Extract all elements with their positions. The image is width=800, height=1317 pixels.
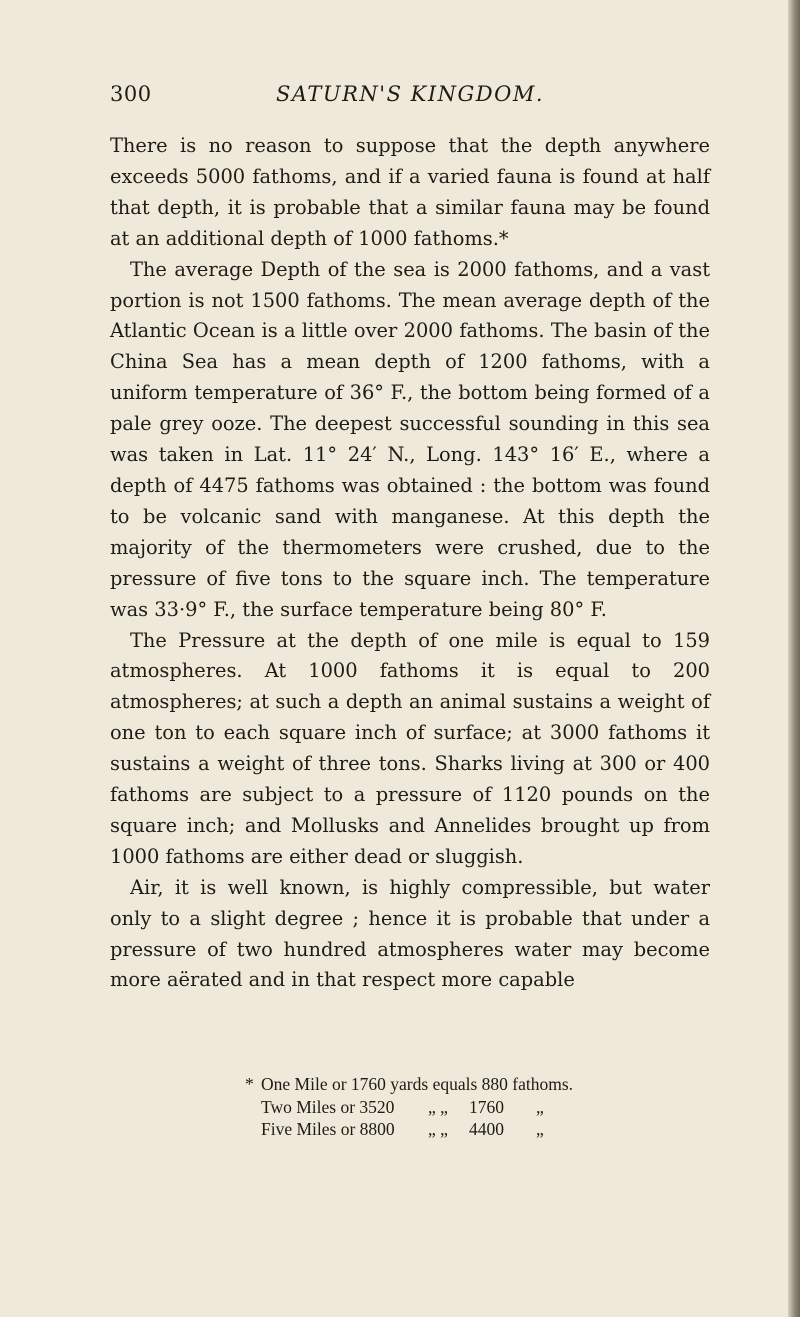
- footnote-number: 4400: [469, 1119, 504, 1139]
- page-edge: [788, 0, 800, 1317]
- paragraph: Air, it is well known, is highly compressible, but water only to a slight degree ; hence it is probable that under a pressure of two hundred atmospheres water may become more aërated and in that respect more capable: [110, 875, 710, 992]
- paragraph: There is no reason to suppose that the depth anywhere exceeds 5000 fathoms, and if a varied fauna is found at half that depth, it is probable that a similar fauna may be found at an additional depth of 1000 fathoms.*: [110, 134, 710, 250]
- body-text: [110, 131, 710, 996]
- ditto-marks: „ „: [428, 1096, 448, 1117]
- running-title: SATURN'S KINGDOM.: [276, 82, 544, 106]
- ditto-mark: „: [536, 1119, 544, 1139]
- paragraph: The Pressure at the depth of one mile is equal to 159 atmospheres. At 1000 fathoms it is equal to 200 atmospheres; at such a depth an animal sustains a weight of one ton to each square inch of surface; at 3000 fathoms it sustains a weight of three tons. Sharks living at 300 or 400 fathoms are subject to a pressure of 1120 pounds on the square inch; and Mollusks and Annelides brought up from 1000 fathoms are either dead or sluggish.: [110, 628, 710, 868]
- page-number: 300: [110, 82, 152, 106]
- paragraph: The average Depth of the sea is 2000 fathoms, and a vast portion is not 1500 fathoms. The mean average depth of the Atlantic Ocean is a little over 2000 fathoms. The basin of the China Sea has a mean depth of 1200 fathoms, with a uniform temperature of 36° F., the bottom being formed of a pale grey ooze. The deepest successful sounding in this sea was taken in Lat. 11° 24′ N., Long. 143° 16′ E., where a depth of 4475 fathoms was obtained : the bottom was found to be volcanic sand with manganese. At this depth the majority of the thermometers were crushed, due to the pressure of five tons to the square inch. The temperature was 33·9° F., the surface temperature being 80° F.: [110, 257, 710, 621]
- footnote-number: 1760: [469, 1096, 504, 1117]
- ditto-marks: „ „: [428, 1119, 448, 1139]
- footnote-text: Two Miles or 3520: [261, 1096, 395, 1117]
- page-header: [110, 82, 710, 112]
- footnote-mark: *: [245, 1074, 254, 1094]
- footnote-text: One Mile or 1760 yards equals 880 fathoms.: [261, 1074, 574, 1094]
- ditto-mark: „: [536, 1096, 544, 1117]
- footnote-text: Five Miles or 8800: [261, 1119, 395, 1139]
